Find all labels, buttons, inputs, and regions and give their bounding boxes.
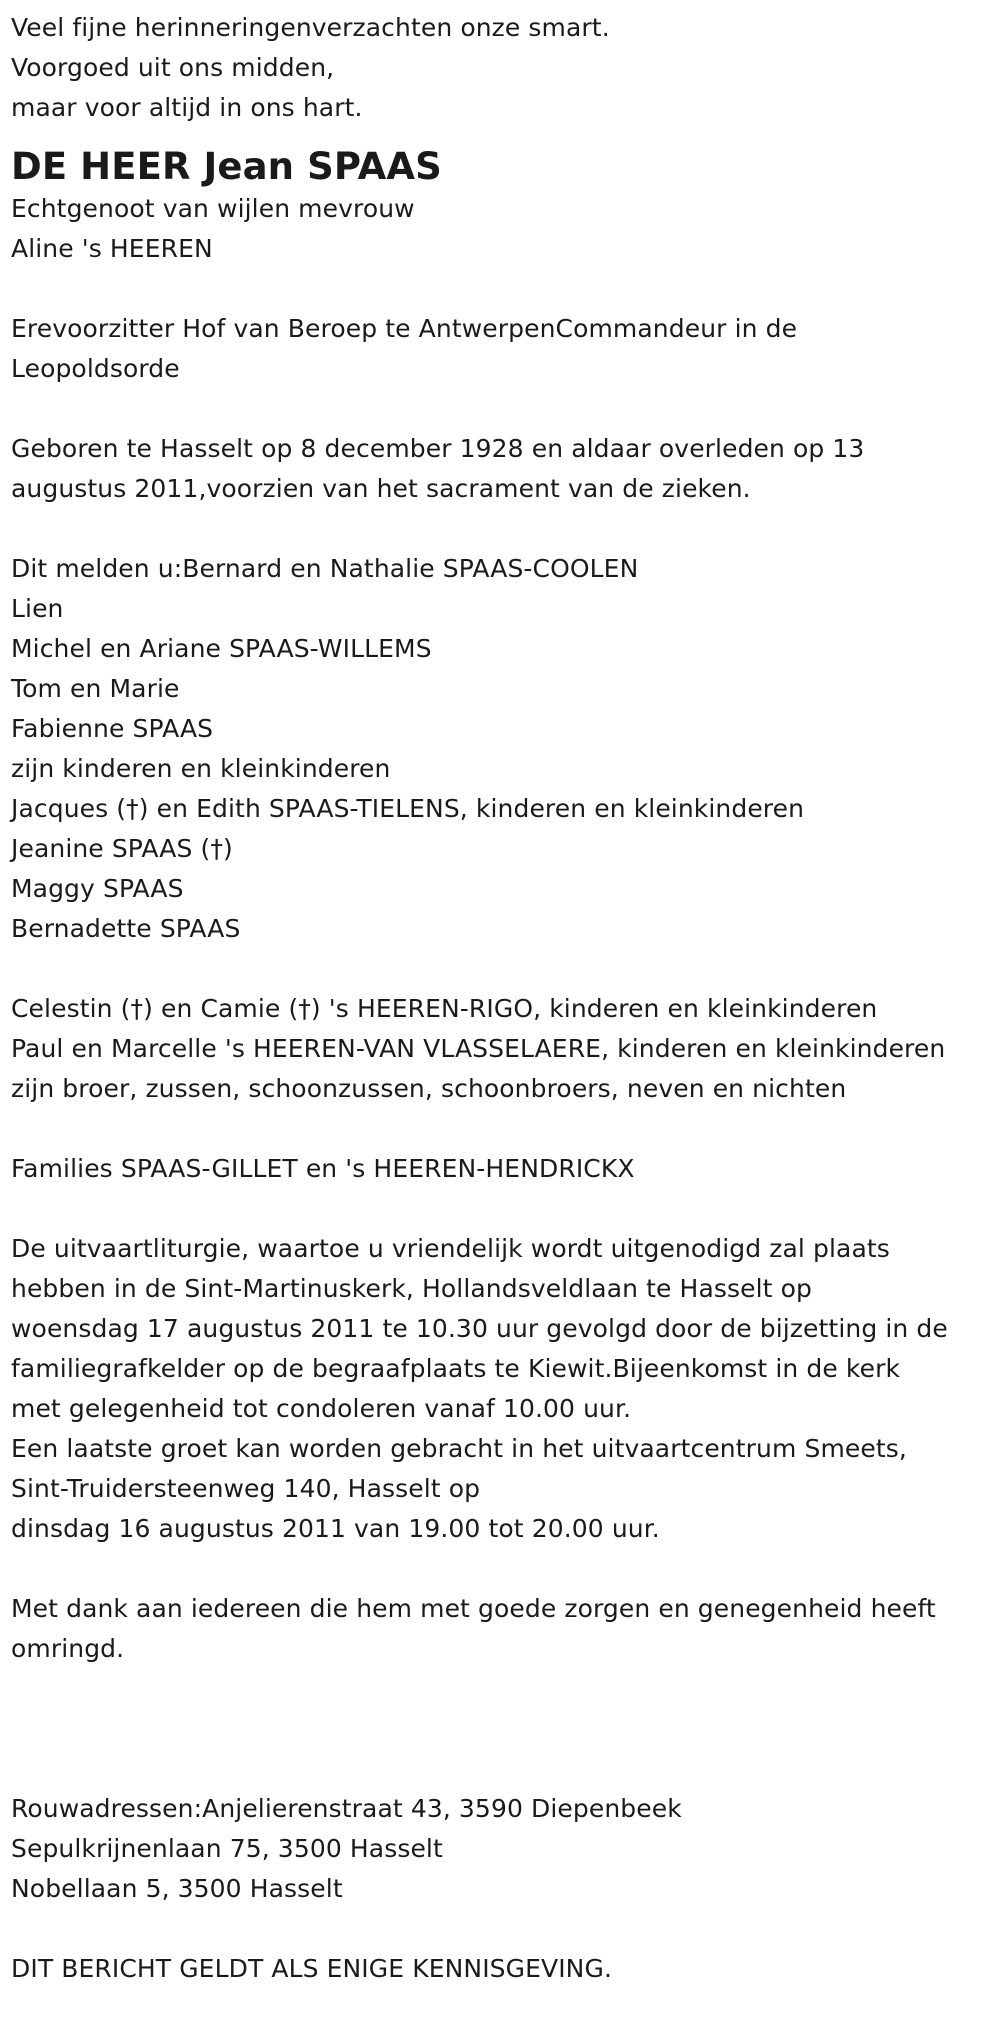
address-line: Nobellaan 5, 3500 Hasselt [11,1874,343,1903]
address-line: Rouwadressen:Anjelierenstraat 43, 3590 Diepenbeek [11,1794,682,1823]
spouse-line-2: Aline 's HEEREN [11,234,213,263]
funeral-line: woensdag 17 augustus 2011 te 10.30 uur gevolgd door de bijzetting in de [11,1314,948,1343]
spacer [11,1189,996,1229]
honorary-titles [11,309,996,389]
verse [11,8,996,128]
funeral-line: familiegrafkelder op de begraafplaats te Kiewit.Bijeenkomst in de kerk [11,1354,901,1383]
birth-death-line-2: augustus 2011,voorzien van het sacrament van de zieken. [11,474,751,503]
family-line: Lien [11,594,64,623]
family-line: zijn kinderen en kleinkinderen [11,754,391,783]
address-line: Sepulkrijnenlaan 75, 3500 Hasselt [11,1834,443,1863]
thanks-line-2: omringd. [11,1634,125,1663]
in-laws-list [11,989,996,1109]
verse-line-2: Voorgoed uit ons midden, [11,53,335,82]
funeral-line: hebben in de Sint-Martinuskerk, Hollandsveldlaan te Hasselt op [11,1274,812,1303]
in-laws-line: Celestin (†) en Camie (†) 's HEEREN-RIGO, kinderen en kleinkinderen [11,994,878,1023]
spacer [11,509,996,549]
spacer [11,389,996,429]
spacer [11,949,996,989]
thanks-line-1: Met dank aan iedereen die hem met goede zorgen en genegenheid heeft [11,1594,936,1623]
funeral-line: dinsdag 16 augustus 2011 van 19.00 tot 20.00 uur. [11,1514,660,1543]
obituary-document [11,8,996,1989]
verse-line-1: Veel fijne herinneringenverzachten onze smart. [11,13,610,42]
mourning-addresses [11,1789,996,1909]
spacer [11,269,996,309]
family-line: Maggy SPAAS [11,874,184,903]
titles-line-2: Leopoldsorde [11,354,180,383]
thanks-message [11,1589,996,1669]
family-line: Jacques (†) en Edith SPAAS-TIELENS, kinderen en kleinkinderen [11,794,805,823]
spouse-info [11,189,996,269]
families-line: Families SPAAS-GILLET en 's HEEREN-HENDRICKX [11,1154,635,1183]
deceased-name: DE HEER Jean SPAAS [11,145,442,188]
family-line: Tom en Marie [11,674,180,703]
titles-line-1: Erevoorzitter Hof van Beroep te AntwerpenCommandeur in de [11,314,798,343]
family-line: Bernadette SPAAS [11,914,241,943]
in-laws-line: zijn broer, zussen, schoonzussen, schoonbroers, neven en nichten [11,1074,847,1103]
funeral-details [11,1229,996,1549]
birth-death-line-1: Geboren te Hasselt op 8 december 1928 en aldaar overleden op 13 [11,434,865,463]
spouse-line-1: Echtgenoot van wijlen mevrouw [11,194,415,223]
family-line: Fabienne SPAAS [11,714,214,743]
spacer [11,1109,996,1149]
family-line: Jeanine SPAAS (†) [11,834,233,863]
verse-line-3: maar voor altijd in ons hart. [11,93,363,122]
funeral-line: De uitvaartliturgie, waartoe u vriendelijk wordt uitgenodigd zal plaats [11,1234,890,1263]
birth-death-info [11,429,996,509]
funeral-line: met gelegenheid tot condoleren vanaf 10.00 uur. [11,1394,632,1423]
family-line: Michel en Ariane SPAAS-WILLEMS [11,634,432,663]
funeral-line: Sint-Truidersteenweg 140, Hasselt op [11,1474,481,1503]
notice-line: DIT BERICHT GELDT ALS ENIGE KENNISGEVING. [11,1954,612,1983]
spacer [11,1909,996,1949]
family-line: Dit melden u:Bernard en Nathalie SPAAS-COOLEN [11,554,639,583]
funeral-line: Een laatste groet kan worden gebracht in het uitvaartcentrum Smeets, [11,1434,907,1463]
family-list [11,549,996,949]
in-laws-line: Paul en Marcelle 's HEEREN-VAN VLASSELAERE, kinderen en kleinkinderen [11,1034,946,1063]
spacer-large [11,1669,996,1789]
spacer [11,1549,996,1589]
